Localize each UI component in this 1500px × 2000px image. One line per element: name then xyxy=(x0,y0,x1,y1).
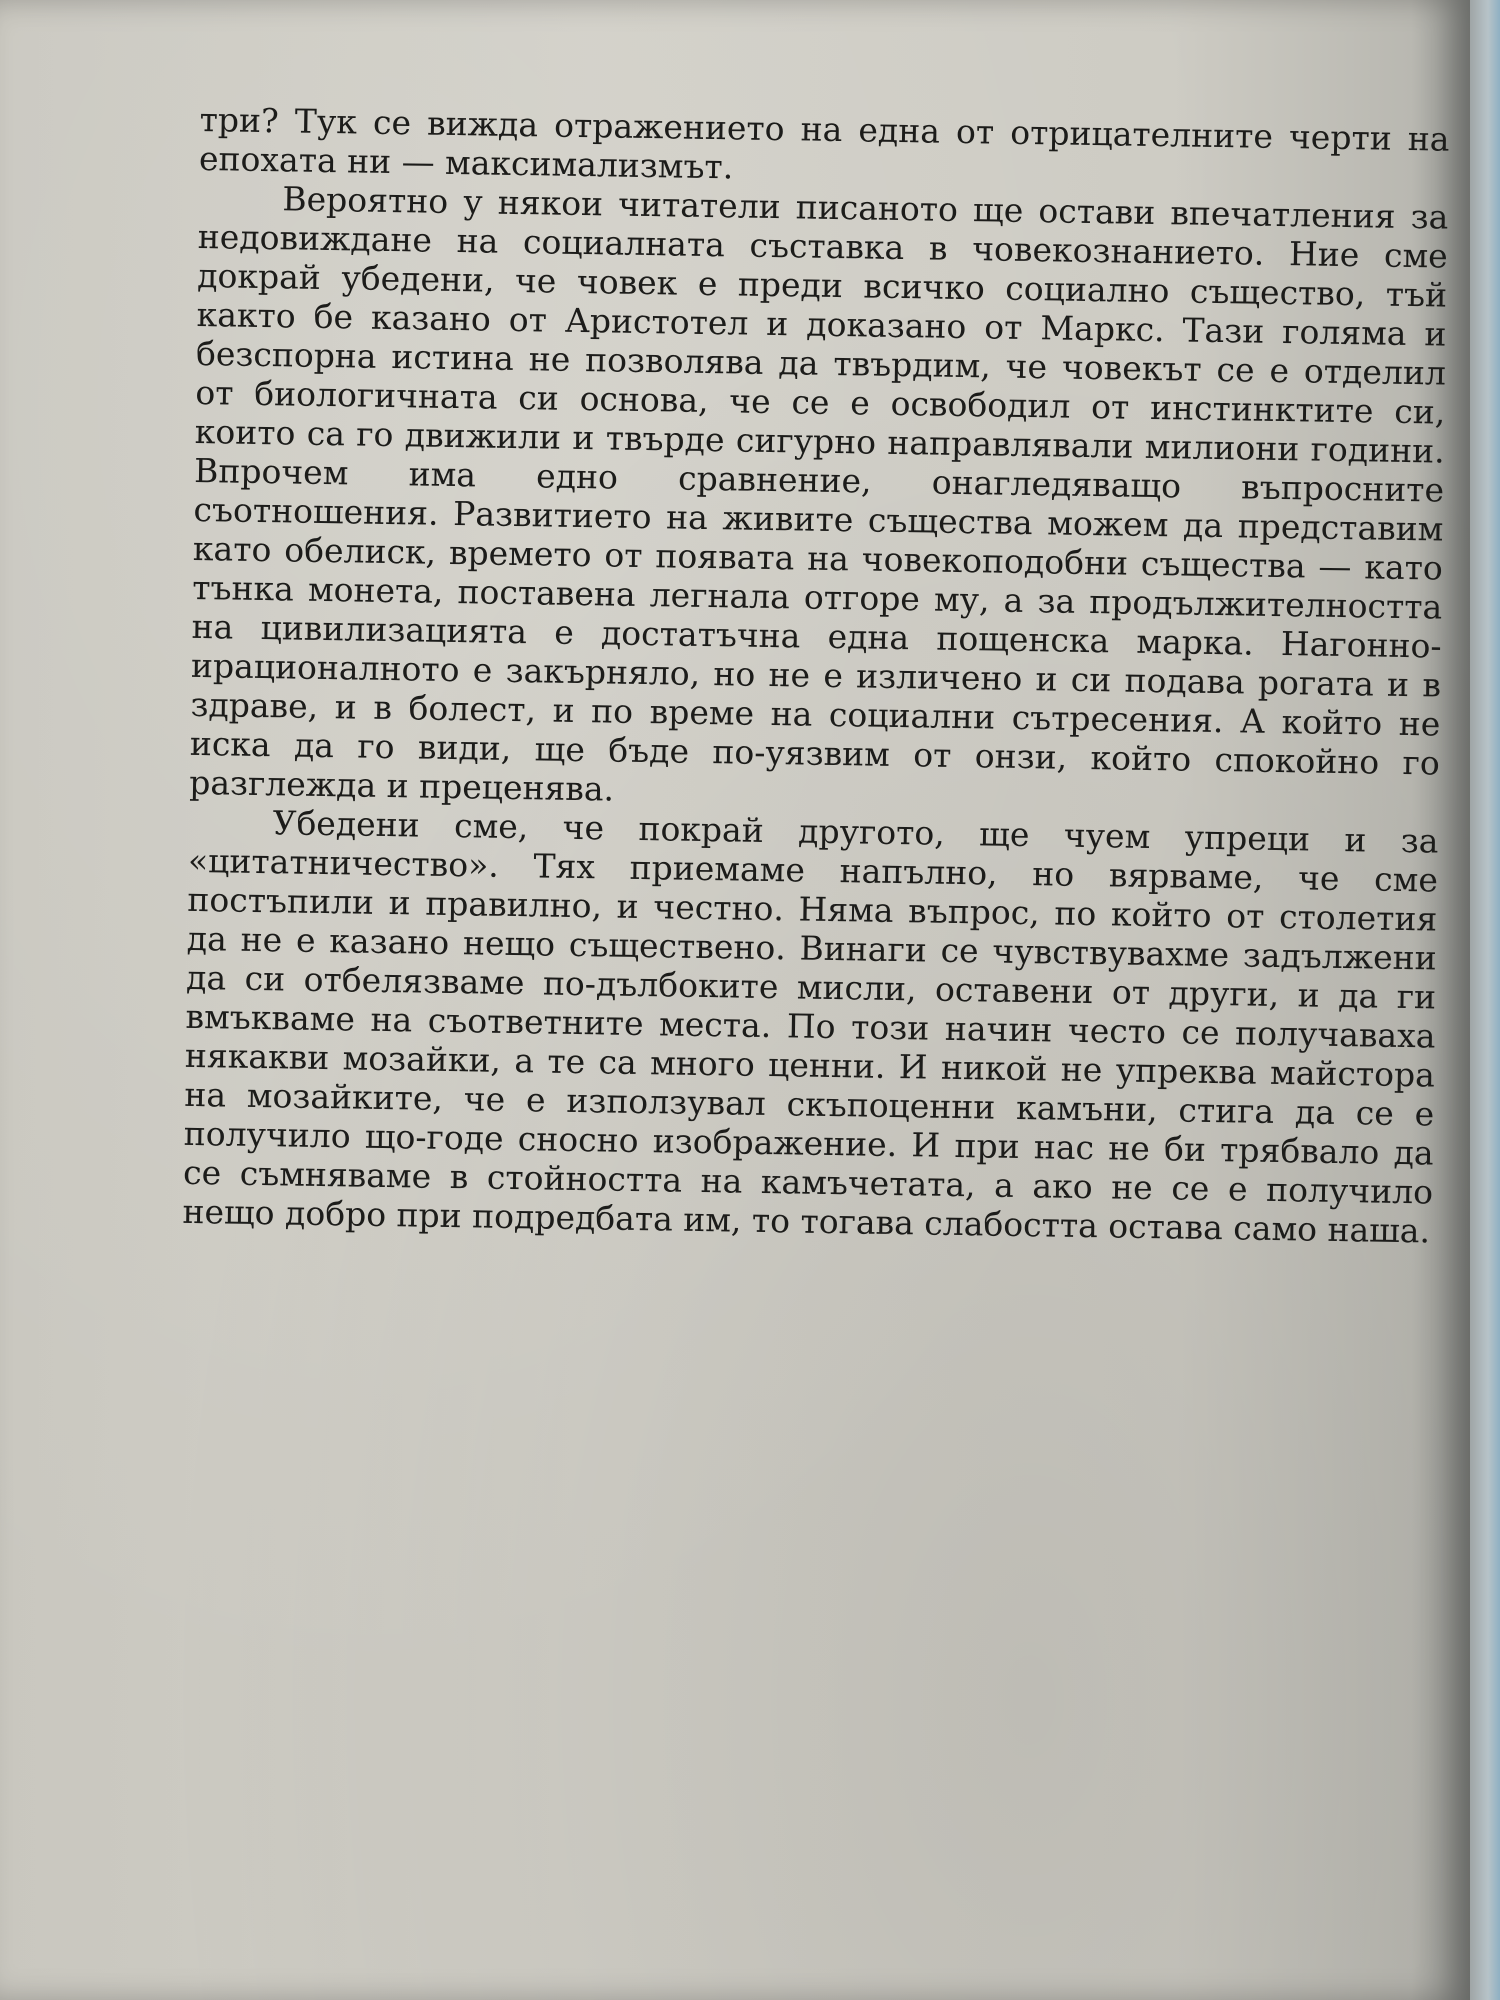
background-edge xyxy=(1470,0,1500,2000)
paragraph-3: Убедени сме, че покрай другото, ще чуем упреци и за «цитатничество». Тях приемаме напълно, но вярваме, че сме постъпили и правилно, и честно. Няма въпрос, по който от столетия да не е казано нещо съществено. Винаги се чувствувахме задължени да си отбелязваме по-дълбоките мисли, оставени от други, и да ги вмъкваме на съответните места. По този начин често се получаваха някакви мозайки, а те са много ценни. И никой не упреква майстора на мозайките, че е използувал скъпоценни камъни, стига да се е получило що-годе сносно изображение. И при нас не би трябвало да се съмняваме в стойността на камъчетата, а ако не се е получило нещо добро при подредбата им, то тогава слабостта остава само наша. xyxy=(182,803,1439,1251)
paragraph-2: Вероятно у някои читатели писаното ще остави впечатления за недовиждане на социалната съставка в човекознанието. Ние сме докрай убедени, че човек е преди всичко социално същество, тъй както бе казано от Аристотел и доказано от Маркс. Тази голяма и безспорна истина не позволява да твърдим, че човекът се е отделил от биологичната си основа, че се е освободил от инстинктите си, които са го движили и твърде сигурно направлявали милиони години. Впрочем има едно сравнение, онагледяващо въпросните съотношения. Развитието на живите същества можем да представим като обелиск, времето от появата на човекоподобни същества — като тънка монета, поставена легнала отгоре му, а за продължителността на цивилизацията е достатъчна една пощенска марка. Нагонно-ирационалното е закърняло, но не е изличено и си подава рогата и в здраве, и в болест, и по време на социални сътресения. А който не иска да го види, ще бъде по-уязвим от онзи, който спокойно го разглежда и преценява. xyxy=(188,179,1449,809)
paragraph-1: три? Тук се вижда отражението на една от отрицателните черти на епохата ни — максимализмът. xyxy=(198,100,1450,187)
body-text xyxy=(182,100,1450,1250)
